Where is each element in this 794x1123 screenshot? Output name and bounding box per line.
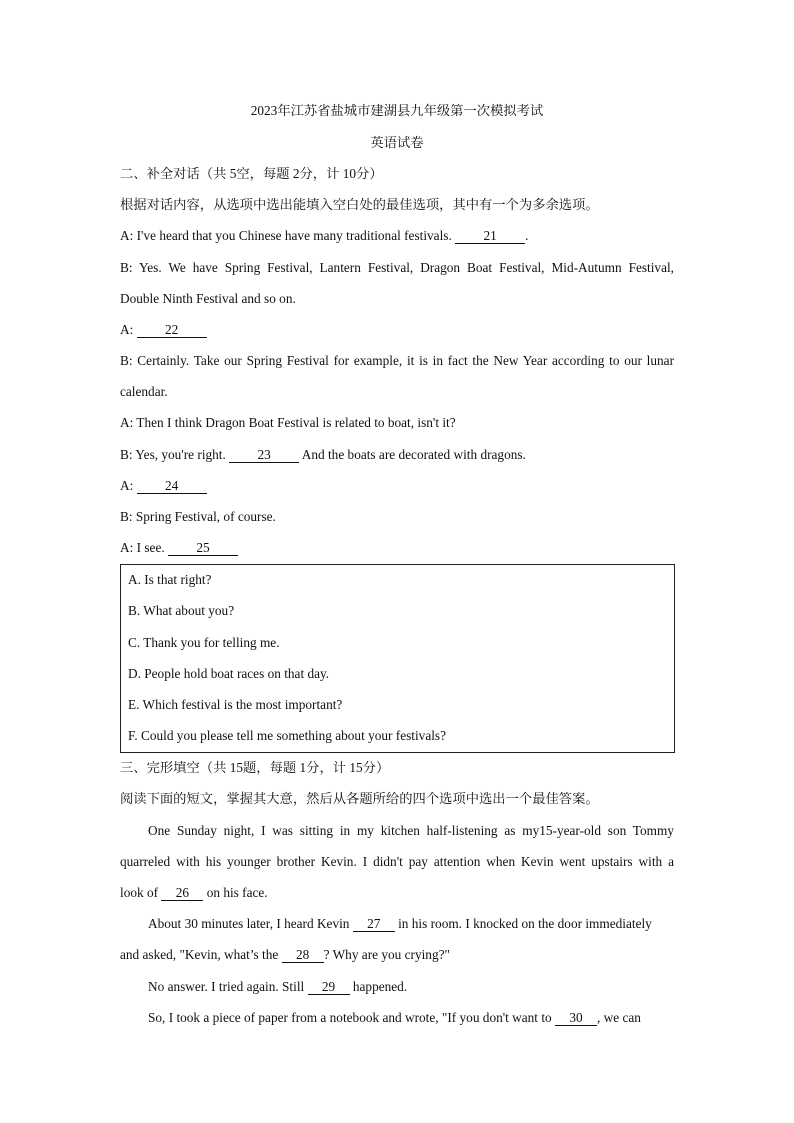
passage-text: in his room. I knocked on the door immediately (398, 916, 652, 931)
dialogue-line (120, 226, 674, 246)
answer-blank: 26 (161, 885, 203, 901)
passage-text: on his face. (206, 885, 268, 900)
passage-text: look of (120, 885, 159, 900)
dialogue-text: And the boats are decorated with dragons. (301, 447, 526, 462)
passage-line (148, 977, 674, 997)
section3-instruction: 阅读下面的短文，掌握其大意，然后从各题所给的四个选项中选出一个最佳答案。 (120, 791, 599, 806)
dialogue-line: B: Yes. We have Spring Festival, Lantern Festival, Dragon Boat Festival, Mid-Autumn Festival, (120, 260, 674, 275)
answer-blank: 21 (455, 228, 525, 244)
passage-text: So, I took a piece of paper from a notebook and wrote, "If you don't want to (148, 1010, 552, 1025)
exam-title: 2023年江苏省盐城市建湖县九年级第一次模拟考试 (250, 103, 544, 118)
dialogue-text: A: (120, 478, 134, 493)
dialogue-text: A: (120, 322, 134, 337)
passage-text: No answer. I tried again. Still (148, 979, 305, 994)
dialogue-text: . (525, 228, 529, 243)
option-d: D. People hold boat races on that day. (128, 666, 330, 681)
passage-text: ? Why are you crying?" (323, 947, 450, 962)
answer-blank: 30 (555, 1010, 597, 1026)
passage-text: About 30 minutes later, I heard Kevin (148, 916, 350, 931)
dialogue-text: A: I've heard that you Chinese have many traditional festivals. (120, 228, 452, 243)
options-box (120, 564, 675, 753)
dialogue-line: calendar. (120, 384, 168, 399)
answer-blank: 25 (168, 540, 238, 556)
option-a: A. Is that right? (128, 572, 212, 587)
answer-blank: 22 (137, 322, 207, 338)
exam-subtitle: 英语试卷 (370, 135, 424, 150)
passage-line: One Sunday night, I was sitting in my kitchen half-listening as my15-year-old son Tommy (148, 823, 674, 838)
dialogue-text: B: Yes, you're right. (120, 447, 226, 462)
passage-line (148, 914, 674, 934)
passage-line (148, 1008, 674, 1028)
dialogue-line (120, 476, 674, 496)
answer-blank: 23 (229, 447, 299, 463)
section2-instruction: 根据对话内容，从选项中选出能填入空白处的最佳选项，其中有一个为多余选项。 (120, 197, 599, 212)
option-c: C. Thank you for telling me. (128, 635, 280, 650)
option-f: F. Could you please tell me something about your festivals? (128, 728, 447, 743)
answer-blank: 24 (137, 478, 207, 494)
passage-line (120, 883, 674, 903)
option-e: E. Which festival is the most important? (128, 697, 343, 712)
dialogue-line: Double Ninth Festival and so on. (120, 291, 296, 306)
answer-blank: 28 (282, 947, 324, 963)
section2-heading: 二、补全对话（共 5空，每题 2分，计 10分） (120, 166, 383, 181)
dialogue-line (120, 445, 674, 465)
answer-blank: 29 (308, 979, 350, 995)
dialogue-line (120, 538, 674, 558)
dialogue-line: A: Then I think Dragon Boat Festival is related to boat, isn't it? (120, 415, 456, 430)
dialogue-line: B: Certainly. Take our Spring Festival for example, it is in fact the New Year according to our lunar (120, 353, 674, 368)
passage-line (120, 945, 674, 965)
passage-text: , we can (597, 1010, 641, 1025)
passage-line: quarreled with his younger brother Kevin. I didn't pay attention when Kevin went upstairs with a (120, 854, 674, 869)
dialogue-line: B: Spring Festival, of course. (120, 509, 276, 524)
section3-heading: 三、完形填空（共 15题，每题 1分，计 15分） (120, 760, 390, 775)
dialogue-text: A: I see. (120, 540, 165, 555)
option-b: B. What about you? (128, 603, 235, 618)
answer-blank: 27 (353, 916, 395, 932)
passage-text: and asked, "Kevin, what’s the (120, 947, 279, 962)
dialogue-line (120, 320, 674, 340)
passage-text: happened. (352, 979, 408, 994)
